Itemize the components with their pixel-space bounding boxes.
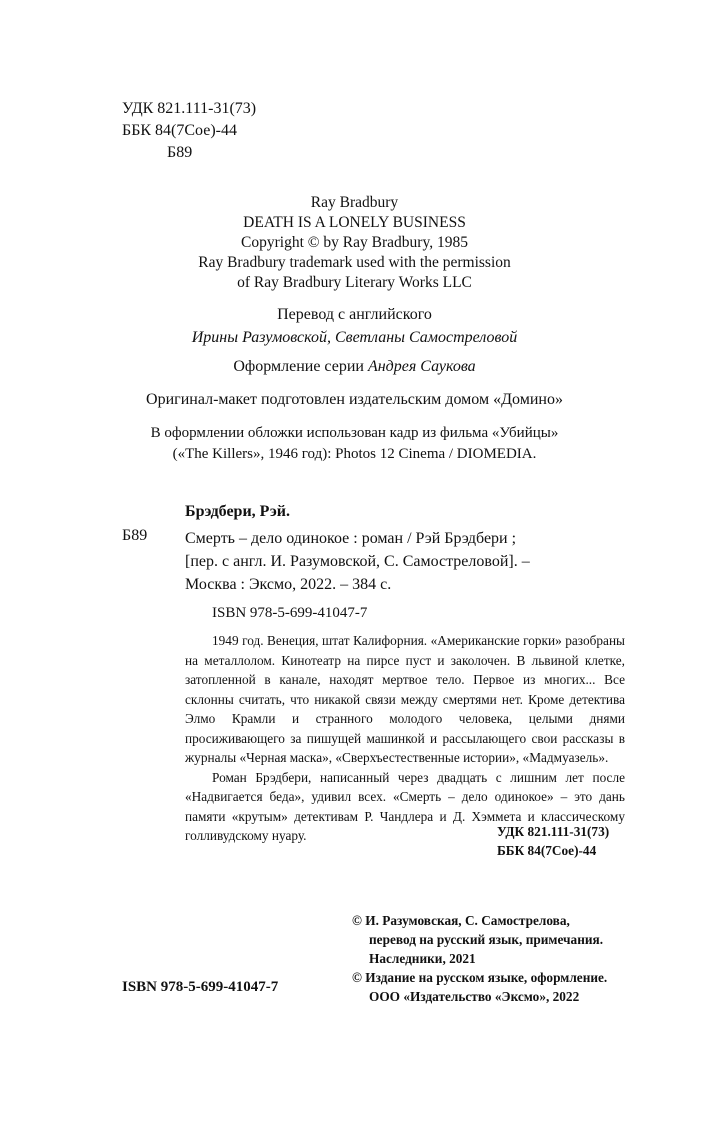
udk-code: УДК 821.111-31(73) bbox=[122, 100, 257, 117]
copyright-block bbox=[352, 911, 607, 1006]
biblio-description bbox=[185, 527, 530, 596]
cover-note-line-2: («The Killers», 1946 год): Photos 12 Cinema / DIOMEDIA. bbox=[172, 446, 537, 462]
cover-note-line-1: В оформлении обложки использован кадр из фильма «Убийцы» bbox=[150, 425, 559, 441]
biblio-line-1: Смерть – дело одинокое : роман / Рэй Брэдбери ; bbox=[185, 530, 517, 547]
biblio-line-3: Москва : Эксмо, 2022. – 384 с. bbox=[185, 576, 392, 593]
biblio-isbn: ISBN 978-5-699-41047-7 bbox=[212, 605, 368, 621]
biblio-line-2: [пер. с англ. И. Разумовской, С. Самостреловой]. – bbox=[185, 553, 530, 570]
copyright-line-3: Наследники, 2021 bbox=[369, 951, 476, 966]
copyright-line-4: © Издание на русском языке, оформление. bbox=[352, 970, 608, 985]
isbn-bottom: ISBN 978-5-699-41047-7 bbox=[122, 979, 279, 995]
bbk-code: ББК 84(7Сое)-44 bbox=[122, 122, 237, 139]
series-designer: Андрея Саукова bbox=[367, 358, 476, 375]
trademark-line-1: Ray Bradbury trademark used with the permission bbox=[198, 254, 511, 271]
maket-note: Оригинал-макет подготовлен издательским домом «Домино» bbox=[146, 391, 563, 408]
copyright-line-2: перевод на русский язык, примечания. bbox=[369, 932, 604, 947]
biblio-author: Брэдбери, Рэй. bbox=[185, 503, 290, 520]
small-udk: УДК 821.111-31(73) bbox=[497, 824, 610, 839]
copyright-line-5: ООО «Издательство «Эксмо», 2022 bbox=[369, 989, 580, 1004]
copyright-line-1: © И. Разумовская, С. Самострелова, bbox=[352, 913, 570, 928]
translation-label: Перевод с английского bbox=[277, 306, 432, 323]
original-title: DEATH IS A LONELY BUSINESS bbox=[243, 214, 466, 231]
translation-credit bbox=[0, 303, 709, 349]
annotation-paragraph-2: Роман Брэдбери, написанный через двадцать с лишним лет после «Надвигается беда», удивил всех. «Смерть – дело одинокое» – это дань памяти «крутым» детективам Р. Чандлера и Д. Хэммета и классическому голливудскому нуару. bbox=[185, 769, 625, 843]
annotation-paragraph-1: 1949 год. Венеция, штат Калифорния. «Американские горки» разобраны на металлолом. Кинотеатр на пирсе пуст и заколочен. В львиной клетке, затопленной в канале, находят мертвое тело. Первое из многих... Все склонны считать, что никакой связи между смертями нет. Кроме детектива Элмо Крамли и странного молодого человека, целыми днями просиживающего за пишущей машинкой и рассылающего свои рассказы в журналы «Черная маска», «Сверхъестественные истории», «Мадмуазель». bbox=[185, 633, 625, 765]
cover-note bbox=[0, 423, 709, 465]
annotation-codes bbox=[497, 822, 609, 860]
series-label: Оформление серии bbox=[233, 358, 368, 375]
biblio-code: Б89 bbox=[122, 527, 148, 544]
small-bbk: ББК 84(7Сое)-44 bbox=[497, 843, 597, 858]
original-author: Ray Bradbury bbox=[310, 194, 399, 211]
annotation bbox=[185, 631, 625, 846]
original-copyright: Copyright © by Ray Bradbury, 1985 bbox=[241, 234, 468, 251]
classification-codes bbox=[122, 98, 256, 164]
original-credits bbox=[0, 193, 709, 293]
trademark-line-2: of Ray Bradbury Literary Works LLC bbox=[237, 274, 472, 291]
translators: Ирины Разумовской, Светланы Самостреловой bbox=[191, 329, 518, 346]
series-design bbox=[0, 358, 709, 376]
author-mark: Б89 bbox=[167, 144, 193, 161]
